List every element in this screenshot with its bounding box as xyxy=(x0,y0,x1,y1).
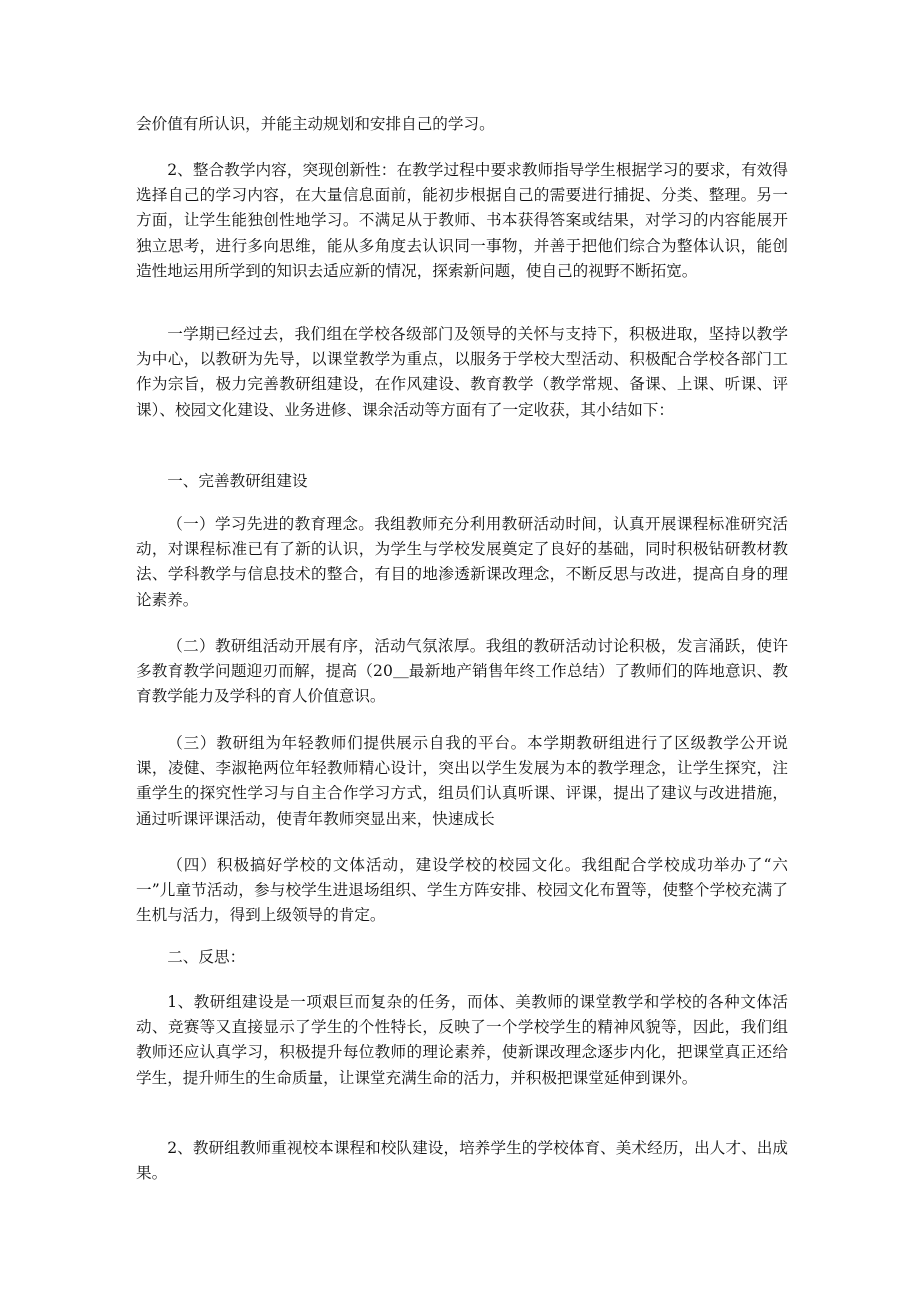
paragraph-item-4: （四）积极搞好学校的文体活动，建设学校的校园文化。我组配合学校成功举办了“六一”儿童节活动，参与校学生进退场组织、学生方阵安排、校园文化布置等，使整个学校充满了生机与活力，得到上级领导的肯定。 xyxy=(136,856,788,925)
section-heading-2: 二、反思： xyxy=(167,948,246,966)
paragraph-integrate-content: 2、整合教学内容，突现创新性：在教学过程中要求教师指导学生根据学习的要求，有效得选择自己的学习内容，在大量信息面前，能初步根据自己的需要进行捕捉、分类、整理。另一方面，让学生能独创性地学习。不满足从于教师、书本获得答案或结果，对学习的内容能展开独立思考，进行多向思维，能从多角度去认识同一事物，并善于把他们综合为整体认识，能创造性地运用所学到的知识去适应新的情况，探索新问题，使自己的视野不断拓宽。 xyxy=(136,161,788,280)
section-heading-1: 一、完善教研组建设 xyxy=(167,472,308,490)
paragraph-semester-summary: 一学期已经过去，我们组在学校各级部门及领导的关怀与支持下，积极进取，坚持以教学为中心，以教研为先导，以课堂教学为重点，以服务于学校大型活动、积极配合学校各部门工作为宗旨，极力完善教研组建设，在作风建设、教育教学（教学常规、备课、上课、听课、评课）、校园文化建设、业务进修、课余活动等方面有了一定收获，其小结如下： xyxy=(136,325,788,419)
paragraph-reflection-2: 2、教研组教师重视校本课程和校队建设，培养学生的学校体育、美术经历，出人才、出成果。 xyxy=(136,1139,788,1183)
paragraph-continuation: 会价值有所认识，并能主动规划和安排自己的学习。 xyxy=(136,115,495,133)
paragraph-item-1: （一）学习先进的教育理念。我组教师充分利用教研活动时间，认真开展课程标准研究活动，对课程标准已有了新的认识，为学生与学校发展奠定了良好的基础，同时积极钻研教材教法、学科教学与信息技术的整合，有目的地渗透新课改理念，不断反思与改进，提高自身的理论素养。 xyxy=(136,515,788,609)
paragraph-item-3: （三）教研组为年轻教师们提供展示自我的平台。本学期教研组进行了区级教学公开说课，凌健、李淑艳两位年轻教师精心设计，突出以学生发展为本的教学理念，让学生探究，注重学生的探究性学习与自主合作学习方式，组员们认真听课、评课，提出了建议与改进措施，通过听课评课活动，使青年教师突显出来，快速成长 xyxy=(136,734,788,828)
paragraph-reflection-1: 1、教研组建设是一项艰巨而复杂的任务，而体、美教师的课堂教学和学校的各种文体活动、竞赛等又直接显示了学生的个性特长，反映了一个学校学生的精神风貌等，因此，我们组教师还应认真学习，积极提升每位教师的理论素养，使新课改理念逐步内化，把课堂真正还给学生，提升师生的生命质量，让课堂充满生命的活力，并积极把课堂延伸到课外。 xyxy=(136,993,788,1087)
paragraph-item-2: （二）教研组活动开展有序，活动气氛浓厚。我组的教研活动讨论积极，发言涌跃，使许多教育教学问题迎刃而解，提高（20＿最新地产销售年终工作总结）了教师们的阵地意识、教育教学能力及学科的育人价值意识。 xyxy=(136,637,788,706)
